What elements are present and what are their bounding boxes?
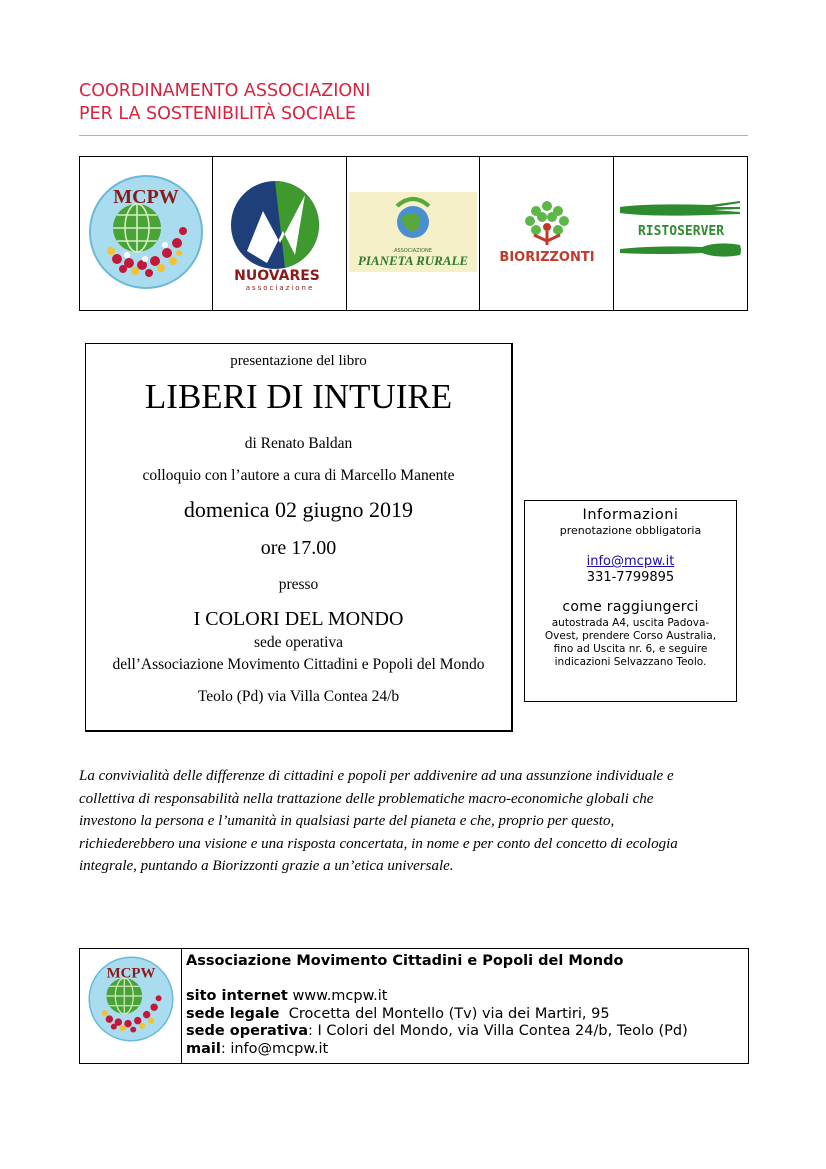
footer-mcpw-logo-text: MCPW [106,965,156,982]
pianeta-rurale-small-text: ASSOCIAZIONE [394,247,432,254]
nuovares-logo-text: NUOVARES [233,267,320,284]
footer-mail-value[interactable]: : info@mcpw.it [220,1040,329,1057]
nuovares-logo-subtext: associazione [245,283,314,291]
footer-text [186,953,688,1058]
logo-cell-pianeta-rurale [346,157,480,311]
pianeta-rurale-logo [349,192,477,272]
directions-title: come raggiungerci [562,599,699,615]
event-at: presso [278,576,319,593]
footer-site-label: sito internet [186,988,288,1004]
header-divider [79,135,748,136]
pianeta-rurale-text: PIANETA RURALE [357,252,469,268]
directions-line-2: Ovest, prendere Corso Australia, [544,630,717,642]
mcpw-logo [87,173,205,291]
footer-org-name: Associazione Movimento Cittadini e Popoli del Mondo [186,953,624,969]
info-box [524,500,737,702]
description-line-1: La convivialità delle differenze di cittadini e popoli per addivenire ad una assunzione individuale e [79,768,674,784]
description-line-5: integrale, puntando a Biorizzonti grazie a un’etica universale. [79,858,454,874]
venue-sub: sede operativa [253,634,344,651]
venue-name: I COLORI DEL MONDO [193,608,404,630]
venue-organization: dell’Associazione Movimento Cittadini e Popoli del Mondo [112,656,485,673]
ristoserver-logo [618,197,744,267]
logo-cell-biorizzonti [480,157,614,311]
book-author: di Renato Baldan [244,435,353,452]
description-line-2: collettiva di responsabilità nella trattazione delle problematiche macro-economiche globali che [79,790,654,807]
footer-legal-value: Crocetta del Montello (Tv) via dei Martiri, 95 [279,1005,610,1022]
nuovares-logo [225,173,335,291]
footer-box [79,948,749,1064]
directions-line-3: fino ad Uscita nr. 6, e seguire [553,643,708,655]
directions-line-1: autostrada A4, uscita Padova- [551,617,710,629]
footer-operational-value: : I Colori del Mondo, via Villa Contea 24/b, Teolo (Pd) [307,1023,688,1039]
logo-cell-mcpw [80,157,213,311]
book-title: LIBERI DI INTUIRE [144,377,453,416]
description-paragraph [79,765,751,878]
info-phone: 331-7799895 [586,570,675,585]
logo-cell-ristoserver [614,157,748,311]
venue-address: Teolo (Pd) via Villa Contea 24/b [197,688,400,705]
description-line-3: investono la persona e l’umanità in qualsiasi parte del pianeta e che, proprio per questo, [79,813,615,829]
partner-logos-table [79,156,748,311]
footer-site-value[interactable]: www.mcpw.it [287,988,388,1004]
event-time: ore 17.00 [260,537,337,559]
info-note: prenotazione obbligatoria [559,524,702,537]
ristoserver-text: RISTOSERVER [637,223,724,239]
info-email-link[interactable]: info@mcpw.it [586,554,675,569]
biorizzonti-text: BIORIZZONTI [499,249,595,265]
event-box [85,343,513,732]
logo-cell-nuovares [213,157,346,311]
header-line-2: PER LA SOSTENIBILITÀ SOCIALE [79,104,356,124]
event-date: domenica 02 giugno 2019 [183,497,414,522]
footer-legal-label: sede legale [186,1005,280,1022]
coordination-header [79,80,370,126]
footer-logo-cell [80,949,182,1063]
directions-line-4: indicazioni Selvazzano Teolo. [554,656,707,668]
footer-operational-label: sede operativa [186,1023,308,1039]
footer-mcpw-logo [87,955,175,1043]
talk-info: colloquio con l’autore a cura di Marcello Manente [142,467,455,484]
footer-mail-label: mail [186,1040,221,1057]
description-line-4: richiederebbero una visione e una risposta concertata, in nome e per conto del concetto di ecologia [79,835,678,852]
event-intro: presentazione del libro [230,353,367,369]
mcpw-logo-text: MCPW [113,185,180,208]
biorizzonti-logo [484,197,610,267]
info-title: Informazioni [582,507,679,523]
header-line-1: COORDINAMENTO ASSOCIAZIONI [79,81,371,101]
